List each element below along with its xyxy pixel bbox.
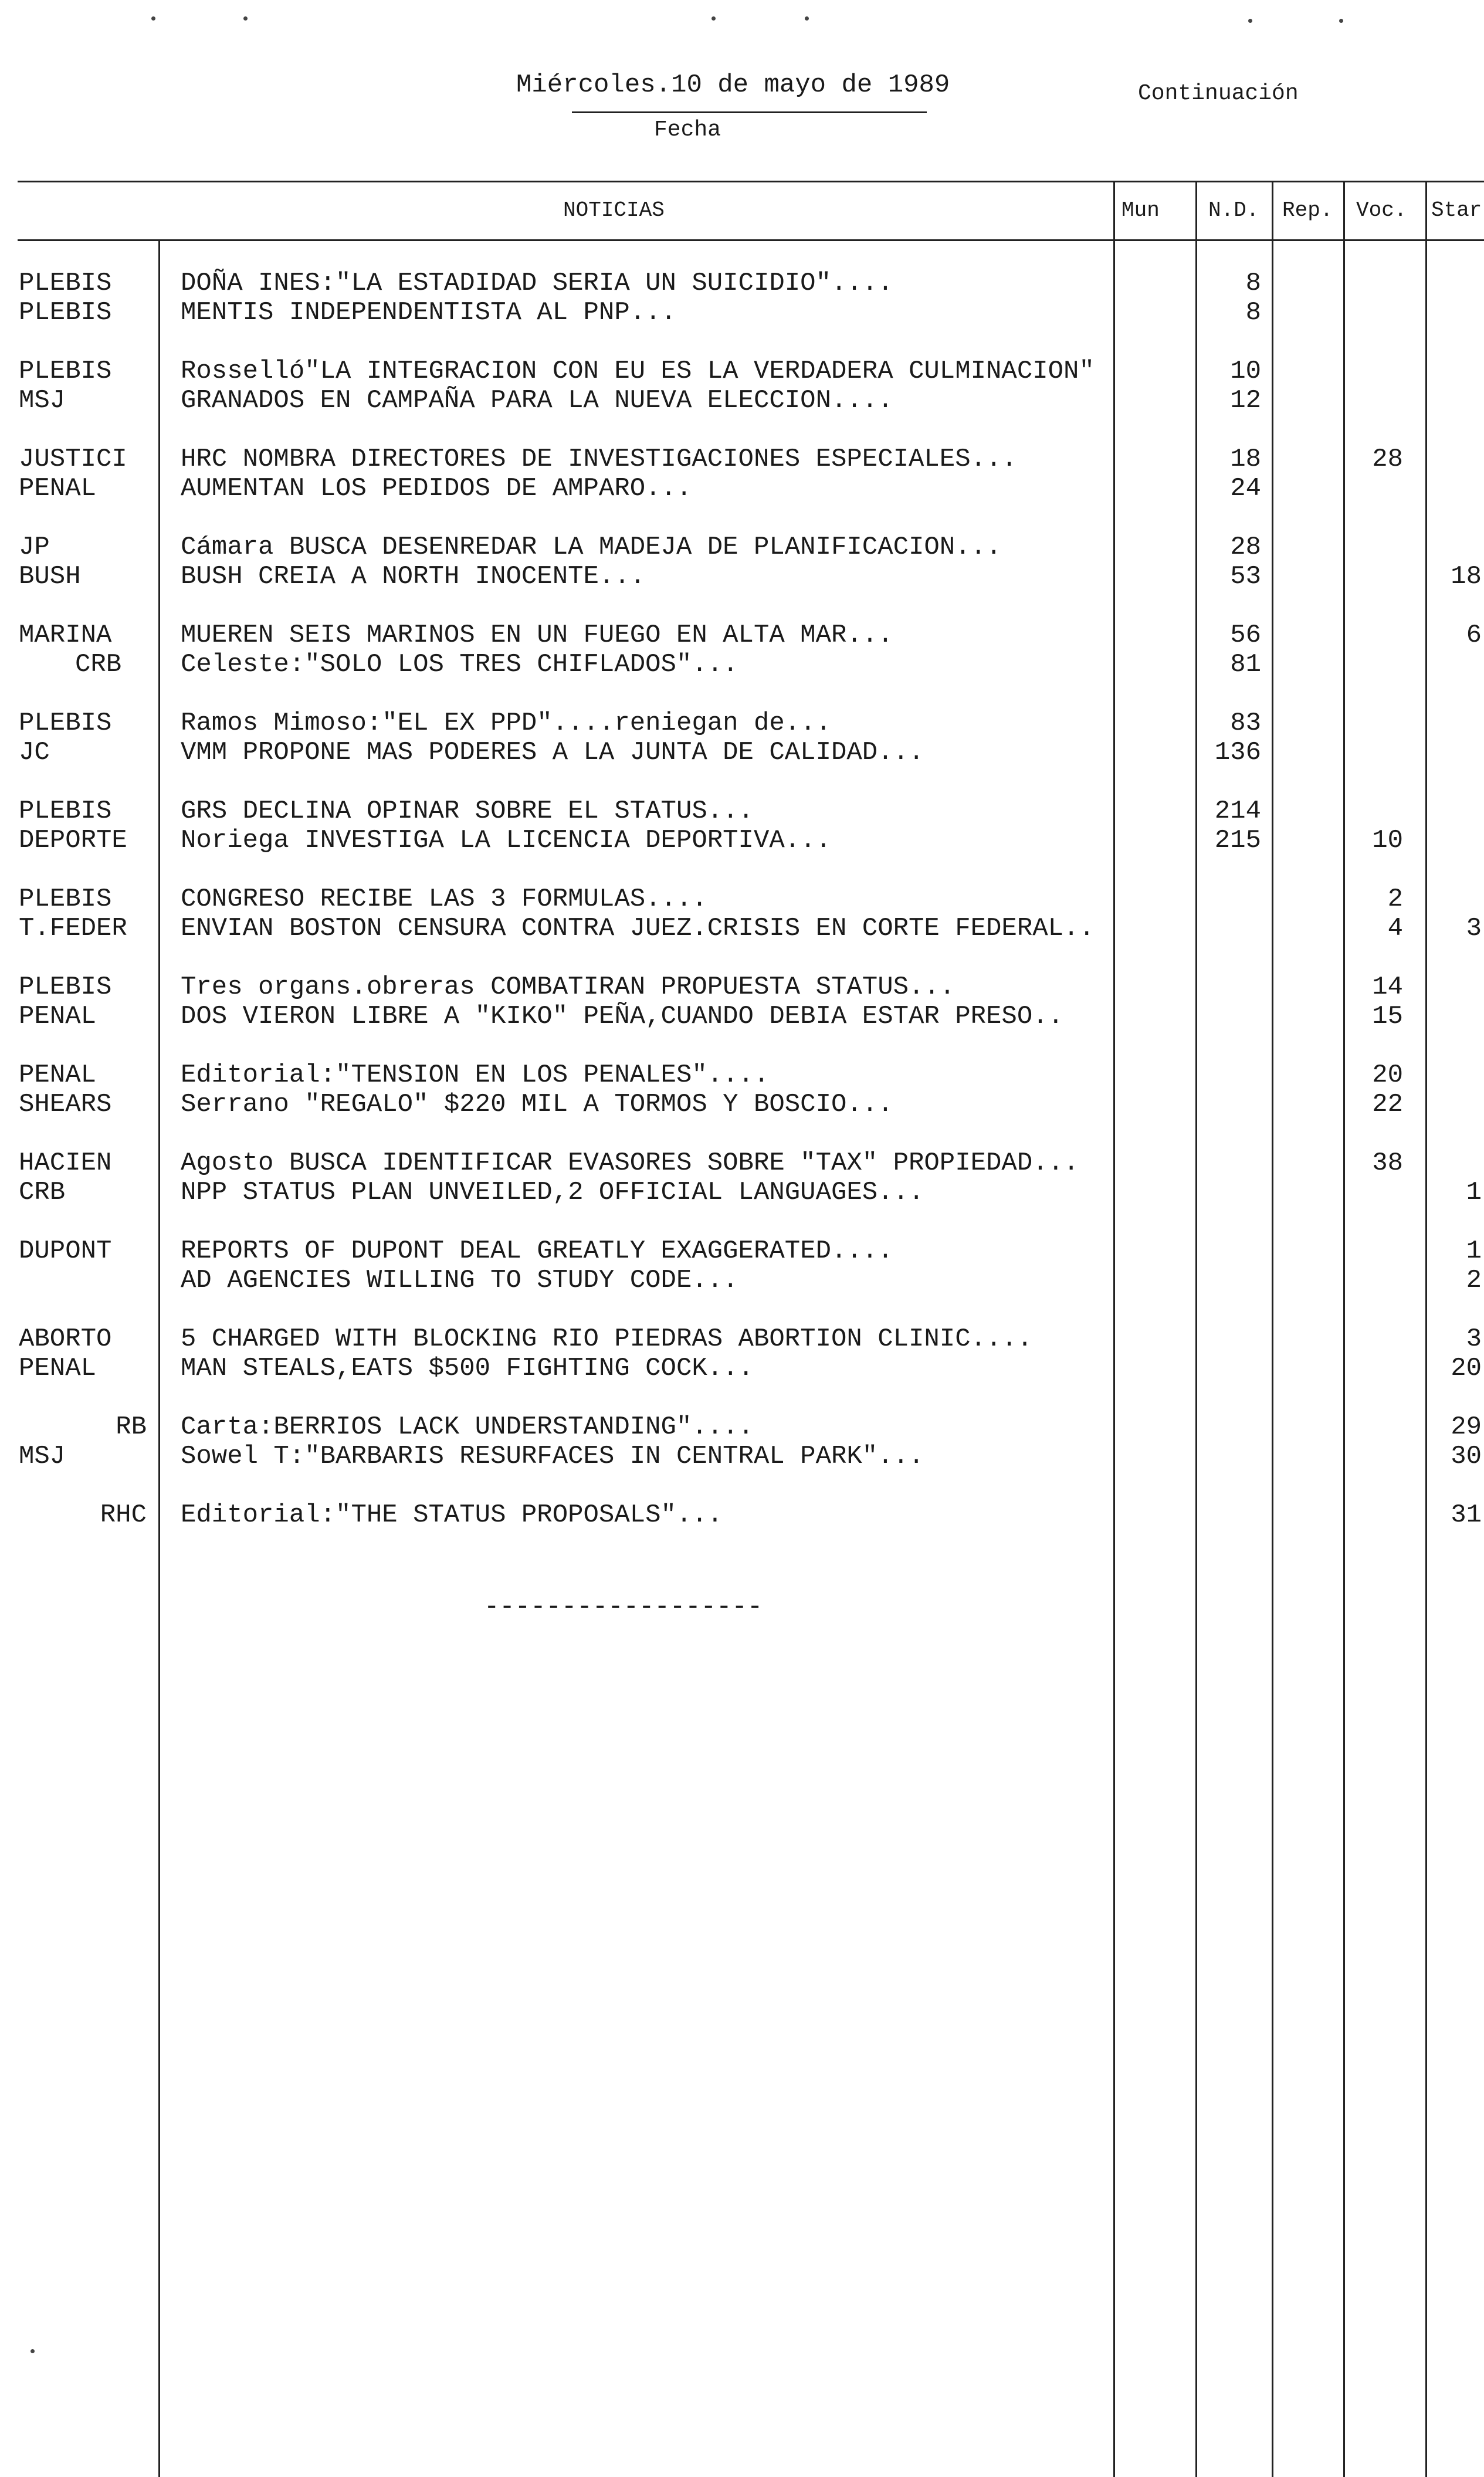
row-nd-page: 56 bbox=[1230, 621, 1261, 650]
row-nd-page: 18 bbox=[1230, 445, 1261, 474]
row-star-page: 1 bbox=[1466, 1178, 1482, 1207]
row-section-code: RB bbox=[116, 1412, 147, 1442]
row-star-page: 3 bbox=[1466, 914, 1482, 943]
column-header-star: Star bbox=[1431, 198, 1482, 222]
row-star-page: 1 bbox=[1466, 1236, 1482, 1266]
row-section-code: ABORTO bbox=[19, 1324, 112, 1354]
row-voc-page: 22 bbox=[1372, 1090, 1403, 1119]
row-headline: REPORTS OF DUPONT DEAL GREATLY EXAGGERATED.... bbox=[181, 1236, 893, 1266]
date-underline bbox=[572, 111, 927, 113]
star-column-divider-left bbox=[1425, 181, 1427, 2477]
row-star-page: 18 bbox=[1451, 562, 1482, 591]
row-headline: GRS DECLINA OPINAR SOBRE EL STATUS... bbox=[181, 797, 754, 826]
row-star-page: 6 bbox=[1466, 621, 1482, 650]
table-header-border bbox=[18, 239, 1484, 241]
mun-column-divider-left bbox=[1113, 181, 1115, 2477]
row-section-code: MARINA bbox=[19, 621, 112, 650]
row-voc-page: 4 bbox=[1387, 914, 1403, 943]
scan-speck bbox=[1248, 19, 1252, 23]
row-headline: Ramos Mimoso:"EL EX PPD"....reniegan de... bbox=[181, 709, 831, 738]
row-section-code: PLEBIS bbox=[19, 357, 112, 386]
row-headline: Celeste:"SOLO LOS TRES CHIFLADOS"... bbox=[181, 650, 738, 679]
column-header-noticias: NOTICIAS bbox=[563, 198, 665, 222]
row-headline: VMM PROPONE MAS PODERES A LA JUNTA DE CALIDAD... bbox=[181, 738, 924, 767]
row-section-code: T.FEDER bbox=[19, 914, 127, 943]
row-section-code: BUSH bbox=[19, 562, 81, 591]
row-section-code: PLEBIS bbox=[19, 709, 112, 738]
row-star-page: 31 bbox=[1451, 1500, 1482, 1530]
row-headline: Tres organs.obreras COMBATIRAN PROPUESTA STATUS... bbox=[181, 972, 956, 1002]
row-headline: Editorial:"THE STATUS PROPOSALS"... bbox=[181, 1500, 723, 1530]
scan-speck bbox=[243, 16, 248, 21]
row-section-code: PENAL bbox=[19, 1354, 97, 1383]
row-headline: Agosto BUSCA IDENTIFICAR EVASORES SOBRE "TAX" PROPIEDAD... bbox=[181, 1148, 1079, 1178]
row-section-code: JUSTICI bbox=[19, 445, 127, 474]
row-headline: Editorial:"TENSION EN LOS PENALES".... bbox=[181, 1060, 770, 1090]
row-headline: DOÑA INES:"LA ESTADIDAD SERIA UN SUICIDIO".... bbox=[181, 269, 893, 298]
row-section-code: DUPONT bbox=[19, 1236, 112, 1266]
row-section-code: DEPORTE bbox=[19, 826, 127, 855]
row-headline: Serrano "REGALO" $220 MIL A TORMOS Y BOSCIO... bbox=[181, 1090, 893, 1119]
column-header-rep: Rep. bbox=[1282, 198, 1333, 222]
voc-column-divider-left bbox=[1343, 181, 1345, 2477]
row-headline: MAN STEALS,EATS $500 FIGHTING COCK... bbox=[181, 1354, 754, 1383]
row-section-code: PLEBIS bbox=[19, 885, 112, 914]
report-date: Miércoles.10 de mayo de 1989 bbox=[516, 70, 950, 100]
row-headline: AUMENTAN LOS PEDIDOS DE AMPARO... bbox=[181, 474, 692, 503]
row-section-code: PLEBIS bbox=[19, 972, 112, 1002]
rep-column-divider-left bbox=[1272, 181, 1273, 2477]
row-star-page: 3 bbox=[1466, 1324, 1482, 1354]
row-voc-page: 20 bbox=[1372, 1060, 1403, 1090]
row-headline: DOS VIERON LIBRE A "KIKO" PEÑA,CUANDO DEBIA ESTAR PRESO.. bbox=[181, 1002, 1064, 1031]
row-headline: AD AGENCIES WILLING TO STUDY CODE... bbox=[181, 1266, 738, 1295]
row-section-code: PENAL bbox=[19, 1002, 97, 1031]
row-section-code: HACIEN bbox=[19, 1148, 112, 1178]
continuation-label: Continuación bbox=[1138, 81, 1299, 106]
row-star-page: 30 bbox=[1451, 1442, 1482, 1471]
row-star-page: 2 bbox=[1466, 1266, 1482, 1295]
row-voc-page: 38 bbox=[1372, 1148, 1403, 1178]
row-nd-page: 81 bbox=[1230, 650, 1261, 679]
scan-speck bbox=[151, 16, 155, 21]
row-headline: Cámara BUSCA DESENREDAR LA MADEJA DE PLANIFICACION... bbox=[181, 533, 1002, 562]
row-voc-page: 28 bbox=[1372, 445, 1403, 474]
row-headline: Noriega INVESTIGA LA LICENCIA DEPORTIVA... bbox=[181, 826, 831, 855]
row-nd-page: 8 bbox=[1245, 269, 1261, 298]
row-headline: Rosselló"LA INTEGRACION CON EU ES LA VERDADERA CULMINACION" bbox=[181, 357, 1095, 386]
row-section-code: PENAL bbox=[19, 1060, 97, 1090]
row-section-code: SHEARS bbox=[19, 1090, 112, 1119]
row-section-code: CRB bbox=[75, 650, 122, 679]
scan-speck bbox=[711, 16, 716, 21]
row-section-code: PLEBIS bbox=[19, 269, 112, 298]
row-headline: Sowel T:"BARBARIS RESURFACES IN CENTRAL PARK"... bbox=[181, 1442, 924, 1471]
end-of-list-rule: ------------------ bbox=[484, 1592, 763, 1622]
row-headline: CONGRESO RECIBE LAS 3 FORMULAS.... bbox=[181, 885, 707, 914]
row-nd-page: 214 bbox=[1214, 797, 1261, 826]
row-nd-page: 53 bbox=[1230, 562, 1261, 591]
row-headline: 5 CHARGED WITH BLOCKING RIO PIEDRAS ABORTION CLINIC.... bbox=[181, 1324, 1033, 1354]
row-headline: GRANADOS EN CAMPAÑA PARA LA NUEVA ELECCION.... bbox=[181, 386, 893, 415]
row-headline: MUEREN SEIS MARINOS EN UN FUEGO EN ALTA MAR... bbox=[181, 621, 893, 650]
section-column-divider bbox=[158, 239, 160, 2477]
scan-speck bbox=[805, 16, 809, 21]
row-section-code: MSJ bbox=[19, 1442, 66, 1471]
column-header-nd: N.D. bbox=[1208, 198, 1259, 222]
row-voc-page: 15 bbox=[1372, 1002, 1403, 1031]
row-star-page: 20 bbox=[1451, 1354, 1482, 1383]
row-headline: BUSH CREIA A NORTH INOCENTE... bbox=[181, 562, 646, 591]
row-section-code: CRB bbox=[19, 1178, 66, 1207]
column-header-voc: Voc. bbox=[1356, 198, 1407, 222]
scan-speck bbox=[31, 2349, 35, 2353]
row-star-page: 29 bbox=[1451, 1412, 1482, 1442]
row-headline: NPP STATUS PLAN UNVEILED,2 OFFICIAL LANGUAGES... bbox=[181, 1178, 924, 1207]
row-voc-page: 2 bbox=[1387, 885, 1403, 914]
row-section-code: RHC bbox=[100, 1500, 147, 1530]
row-nd-page: 8 bbox=[1245, 298, 1261, 327]
nd-column-divider-left bbox=[1195, 181, 1197, 2477]
row-headline: Carta:BERRIOS LACK UNDERSTANDING".... bbox=[181, 1412, 754, 1442]
row-section-code: PENAL bbox=[19, 474, 97, 503]
row-nd-page: 136 bbox=[1214, 738, 1261, 767]
row-section-code: MSJ bbox=[19, 386, 66, 415]
row-nd-page: 215 bbox=[1214, 826, 1261, 855]
row-section-code: JP bbox=[19, 533, 50, 562]
row-section-code: PLEBIS bbox=[19, 797, 112, 826]
row-nd-page: 24 bbox=[1230, 474, 1261, 503]
column-header-mun: Mun bbox=[1122, 198, 1160, 222]
row-headline: ENVIAN BOSTON CENSURA CONTRA JUEZ.CRISIS EN CORTE FEDERAL.. bbox=[181, 914, 1095, 943]
table-top-border bbox=[18, 181, 1484, 182]
row-voc-page: 10 bbox=[1372, 826, 1403, 855]
row-headline: MENTIS INDEPENDENTISTA AL PNP... bbox=[181, 298, 676, 327]
row-section-code: JC bbox=[19, 738, 50, 767]
scan-speck bbox=[1339, 19, 1343, 23]
date-label: Fecha bbox=[654, 117, 721, 143]
row-nd-page: 12 bbox=[1230, 386, 1261, 415]
row-nd-page: 10 bbox=[1230, 357, 1261, 386]
row-section-code: PLEBIS bbox=[19, 298, 112, 327]
row-nd-page: 83 bbox=[1230, 709, 1261, 738]
row-headline: HRC NOMBRA DIRECTORES DE INVESTIGACIONES ESPECIALES... bbox=[181, 445, 1017, 474]
row-voc-page: 14 bbox=[1372, 972, 1403, 1002]
row-nd-page: 28 bbox=[1230, 533, 1261, 562]
